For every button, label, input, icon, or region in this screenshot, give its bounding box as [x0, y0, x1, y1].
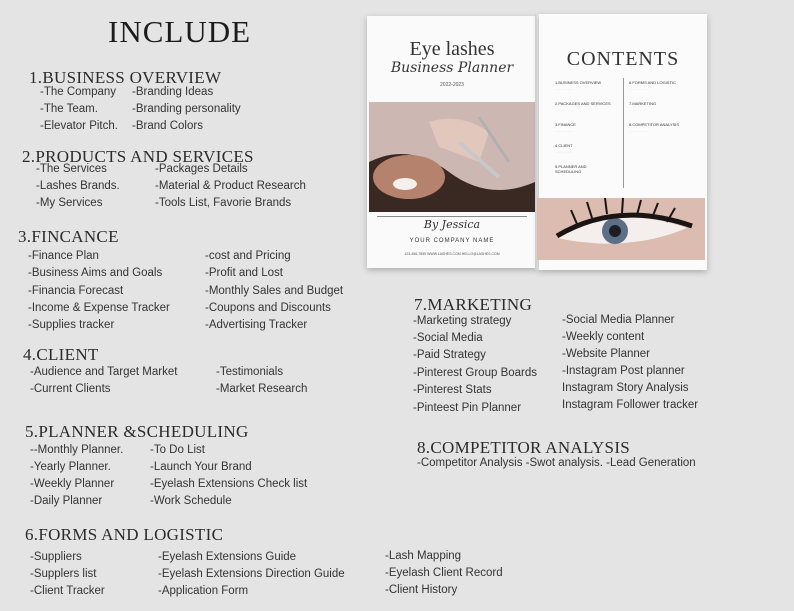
list-item: -Lash Mapping [385, 550, 462, 562]
list-item: -Audience and Target Market [30, 366, 178, 378]
cover-date: 2022-2023 [440, 82, 464, 88]
list-item: -Website Planner [562, 348, 650, 360]
list-item: -cost and Pricing [205, 250, 291, 262]
list-item: -Elevator Pitch. [40, 120, 118, 132]
section-title-finance: 3.FINCANCE [18, 227, 119, 246]
list-item: -Social Media Planner [562, 314, 675, 326]
cover-title: Eye lashes [409, 38, 495, 60]
list-item: -Social Media [413, 332, 483, 344]
list-item: -Brand Colors [132, 120, 203, 132]
list-item: -Competitor Analysis -Swot analysis. -Lead Generation [417, 457, 696, 469]
section-title-competitor-analysis: 8.COMPETITOR ANALYSIS [417, 438, 631, 457]
contents-title: CONTENTS [566, 48, 680, 70]
list-item: Instagram Follower tracker [562, 399, 699, 411]
cover-page [367, 16, 537, 268]
list-item: -Weekly content [562, 331, 645, 343]
list-item: -Client Tracker [30, 585, 105, 597]
list-item: -Eyelash Extensions Direction Guide [158, 568, 345, 580]
list-item: -Income & Expense Tracker [28, 302, 170, 314]
contents-item: 5.PLANNER AND SCHEDULING [555, 164, 587, 174]
cover-company: YOUR COMPANY NAME [409, 238, 495, 244]
list-item: -Testimonials [216, 366, 284, 378]
cover-contact: 123-456-7890 WWW.LASHES.COM HELLO@LASHES.COM [404, 252, 500, 256]
list-item: -Paid Strategy [413, 349, 486, 361]
list-item: -Work Schedule [150, 495, 232, 507]
contents-item: 3.FINANCE [555, 122, 576, 127]
list-item: -Pinteest Pin Planner [413, 402, 522, 414]
list-item: -Pinterest Group Boards [413, 367, 538, 379]
cover-photo [369, 102, 535, 212]
section-title-client: 4.CLIENT [23, 345, 99, 364]
contents-item: 4.CLIENT [555, 143, 573, 148]
list-item: -Branding personality [132, 103, 241, 115]
eye-photo [537, 198, 705, 260]
list-item: -Material & Product Research [155, 180, 306, 192]
section-title-forms-logistic: 6.FORMS AND LOGISTIC [25, 525, 224, 544]
list-item: Instagram Story Analysis [562, 382, 689, 394]
list-item: -Yearly Planner. [30, 461, 111, 473]
list-item: -Business Aims and Goals [28, 267, 163, 279]
section-title-planner-scheduling: 5.PLANNER &SCHEDULING [25, 422, 249, 441]
list-item: -Tools List, Favorie Brands [155, 197, 292, 209]
list-item: -Financia Forecast [28, 285, 124, 297]
list-item: -Suppliers [30, 551, 82, 563]
list-item: -My Services [36, 197, 103, 209]
list-item: -The Team. [40, 103, 98, 115]
list-item: -Monthly Sales and Budget [205, 285, 344, 297]
contents-left-column: 1.BUSINESS OVERVIEW · · · · · · · · · · 2.PACKAGES AND SERVICES · · · · · · · · · · 3.FINANCE · · · · · · · · · · 4.CLIENT · · · · · · · · · · 5.PLANNER AND SCHEDULING [555, 80, 613, 176]
list-item: -Finance Plan [28, 250, 99, 262]
contents-item: 6.FORMS AND LOGISTIC [629, 80, 676, 85]
list-item: -Profit and Lost [205, 267, 283, 279]
section-title-products-services: 2.PRODUCTS AND SERVICES [22, 147, 254, 166]
list-item: -Launch Your Brand [150, 461, 252, 473]
list-item: -Instagram Post planner [562, 365, 685, 377]
contents-item: 2.PACKAGES AND SERVICES [555, 101, 611, 106]
list-item: -The Services [36, 163, 107, 175]
contents-item: 1.BUSINESS OVERVIEW [555, 80, 602, 85]
list-item: -Client History [385, 584, 458, 596]
list-item: -Eyelash Client Record [385, 567, 503, 579]
list-item: -Market Research [216, 383, 308, 395]
cover-author: By Jessica [423, 218, 481, 231]
contents-item: 8.COMPETITOR ANALYSIS [629, 122, 680, 127]
list-item: -To Do List [150, 444, 205, 456]
list-item: -Eyelash Extensions Check list [150, 478, 308, 490]
list-item: -Branding Ideas [132, 86, 214, 98]
list-item: -Packages Details [155, 163, 248, 175]
list-item: -Marketing strategy [413, 315, 512, 327]
section-title-business-overview: 1.BUSINESS OVERVIEW [29, 68, 222, 87]
contents-item: 7.MARKETING [629, 101, 657, 106]
list-item: -Supplers list [30, 568, 97, 580]
section-title-marketing: 7.MARKETING [414, 295, 533, 314]
page-title: INCLUDE [108, 14, 252, 49]
list-item: -Coupons and Discounts [205, 302, 331, 314]
list-item: -Application Form [158, 585, 249, 597]
list-item: -Weekly Planner [30, 478, 115, 490]
list-item: -Advertising Tracker [205, 319, 308, 331]
list-item: -Pinterest Stats [413, 384, 492, 396]
list-item: --Monthly Planner. [30, 444, 124, 456]
list-item: -The Company [40, 86, 117, 98]
cover-subtitle: Business Planner [390, 60, 514, 76]
contents-right-column: 6.FORMS AND LOGISTIC · · · · · · · · · · 7.MARKETING · · · · · · · · · · 8.COMPETITOR ANALYSIS · · · · · · · · · · [629, 80, 687, 143]
book-mockup [367, 14, 707, 270]
list-item: -Lashes Brands. [36, 180, 120, 192]
list-item: -Eyelash Extensions Guide [158, 551, 297, 563]
list-item: -Daily Planner [30, 495, 103, 507]
list-item: -Current Clients [30, 383, 111, 395]
list-item: -Supplies tracker [28, 319, 115, 331]
